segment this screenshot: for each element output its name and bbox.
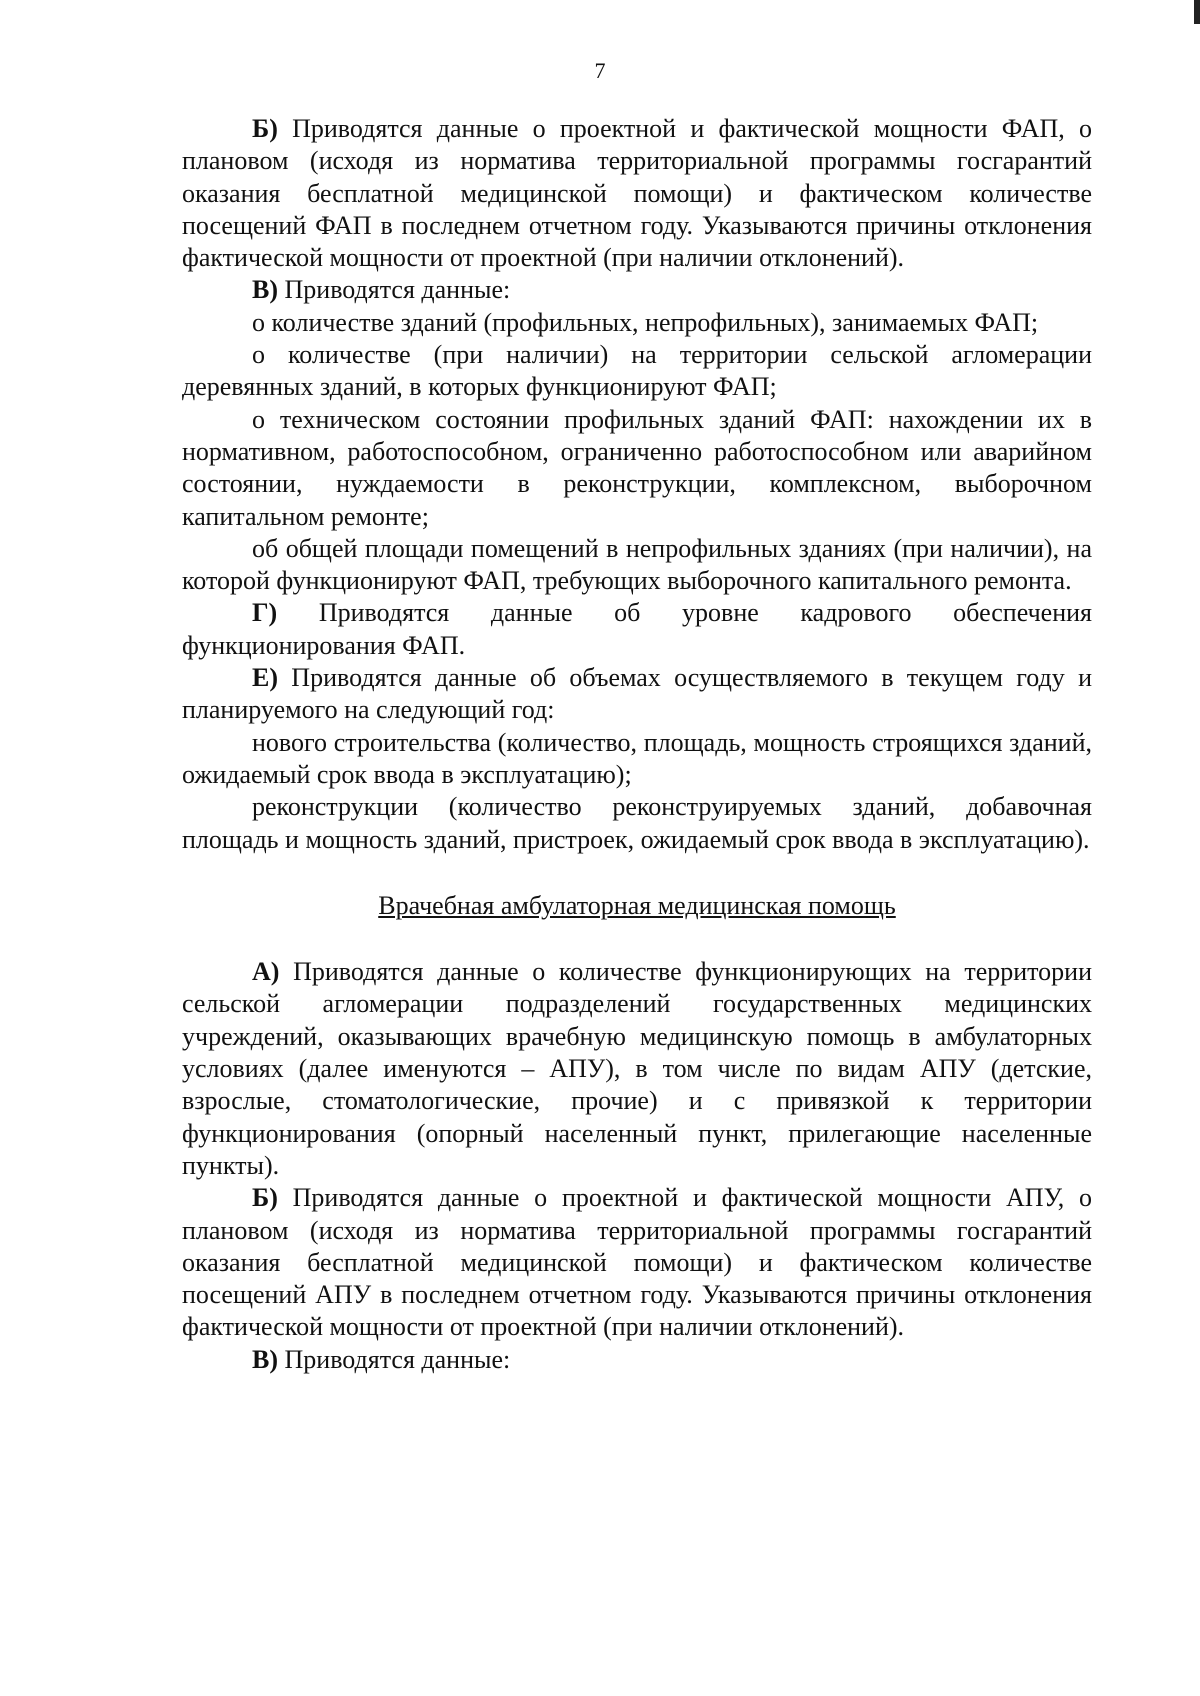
scan-edge-mark: [1194, 0, 1200, 24]
fap-paragraph-b: [182, 113, 1092, 274]
paragraph-text: Приводятся данные:: [284, 1344, 511, 1374]
fap-v-item-total-area: об общей площади помещений в непрофильных зданиях (при наличии), на которой функционируют ФАП, требующих выборочного капитального ремонта.: [182, 533, 1092, 596]
document-body: [182, 113, 1092, 1376]
fap-v-item-wooden-buildings: о количестве (при наличии) на территории сельской агломерации деревянных зданий, в которых функционируют ФАП;: [182, 340, 1092, 402]
paragraph-text: Приводятся данные:: [284, 275, 511, 305]
apu-paragraph-b: [182, 1182, 1092, 1343]
fap-paragraph-v: [182, 274, 1092, 306]
paragraph-text: Приводятся данные об объемах осуществляемого в текущем году и планируемого на следующий год:: [182, 663, 1092, 725]
paragraph-text: Приводятся данные о проектной и фактической мощности АПУ, о плановом (исходя из норматива территориальной программы госгарантий оказания бесплатной медицинской помощи) и фактическом количестве посещений АПУ в последнем отчетном году. Указываются причины отклонения фактической мощности от проектной (при наличии отклонений).: [182, 1183, 1093, 1342]
paragraph-text: Приводятся данные о количестве функционирующих на территории сельской агломерации подразделений государственных медицинских учреждений, оказывающих врачебную медицинскую помощь в амбулаторных условиях (далее именуются – АПУ), в том числе по видам АПУ (детские, взрослые, стоматологические, прочие) и с привязкой к территории функционирования (опорный населенный пункт, прилегающие населенные пункты).: [182, 957, 1093, 1180]
paragraph-text: Приводятся данные об уровне кадрового обеспечения функционирования ФАП.: [182, 598, 1093, 660]
fap-v-item-technical-state: о техническом состоянии профильных зданий ФАП: нахождении их в нормативном, работоспособном, ограниченно работоспособном или аварийном состоянии, нуждаемости в реконструкции, комплексном, выборочном капитальном ремонте;: [182, 404, 1092, 531]
paragraph-marker: Е): [252, 663, 278, 693]
paragraph-marker: Б): [252, 1183, 278, 1213]
paragraph-marker: А): [252, 957, 280, 987]
fap-e-item-reconstruction: реконструкции (количество реконструируемых зданий, добавочная площадь и мощность зданий, пристроек, ожидаемый срок ввода в эксплуатацию).: [182, 792, 1092, 854]
fap-e-item-new-construction: нового строительства (количество, площадь, мощность строящихся зданий, ожидаемый срок ввода в эксплуатацию);: [182, 727, 1092, 789]
section-heading: Врачебная амбулаторная медицинская помощь: [378, 890, 896, 920]
paragraph-marker: В): [252, 275, 278, 305]
paragraph-marker: Г): [252, 598, 278, 628]
fap-paragraph-g: [182, 597, 1092, 662]
fap-paragraph-e: [182, 662, 1092, 727]
apu-paragraph-v: [182, 1344, 1092, 1376]
apu-paragraph-a: [182, 956, 1092, 1182]
paragraph-text: Приводятся данные о проектной и фактической мощности ФАП, о плановом (исходя из норматива территориальной программы госгарантий оказания бесплатной медицинской помощи) и фактическом количестве посещений ФАП в последнем отчетном году. Указываются причины отклонения фактической мощности от проектной (при наличии отклонений).: [182, 114, 1093, 273]
page-number: 7: [594, 58, 606, 83]
fap-v-item-buildings: о количестве зданий (профильных, непрофильных), занимаемых ФАП;: [252, 307, 1039, 337]
paragraph-marker: Б): [252, 114, 278, 143]
paragraph-marker: В): [252, 1344, 278, 1374]
